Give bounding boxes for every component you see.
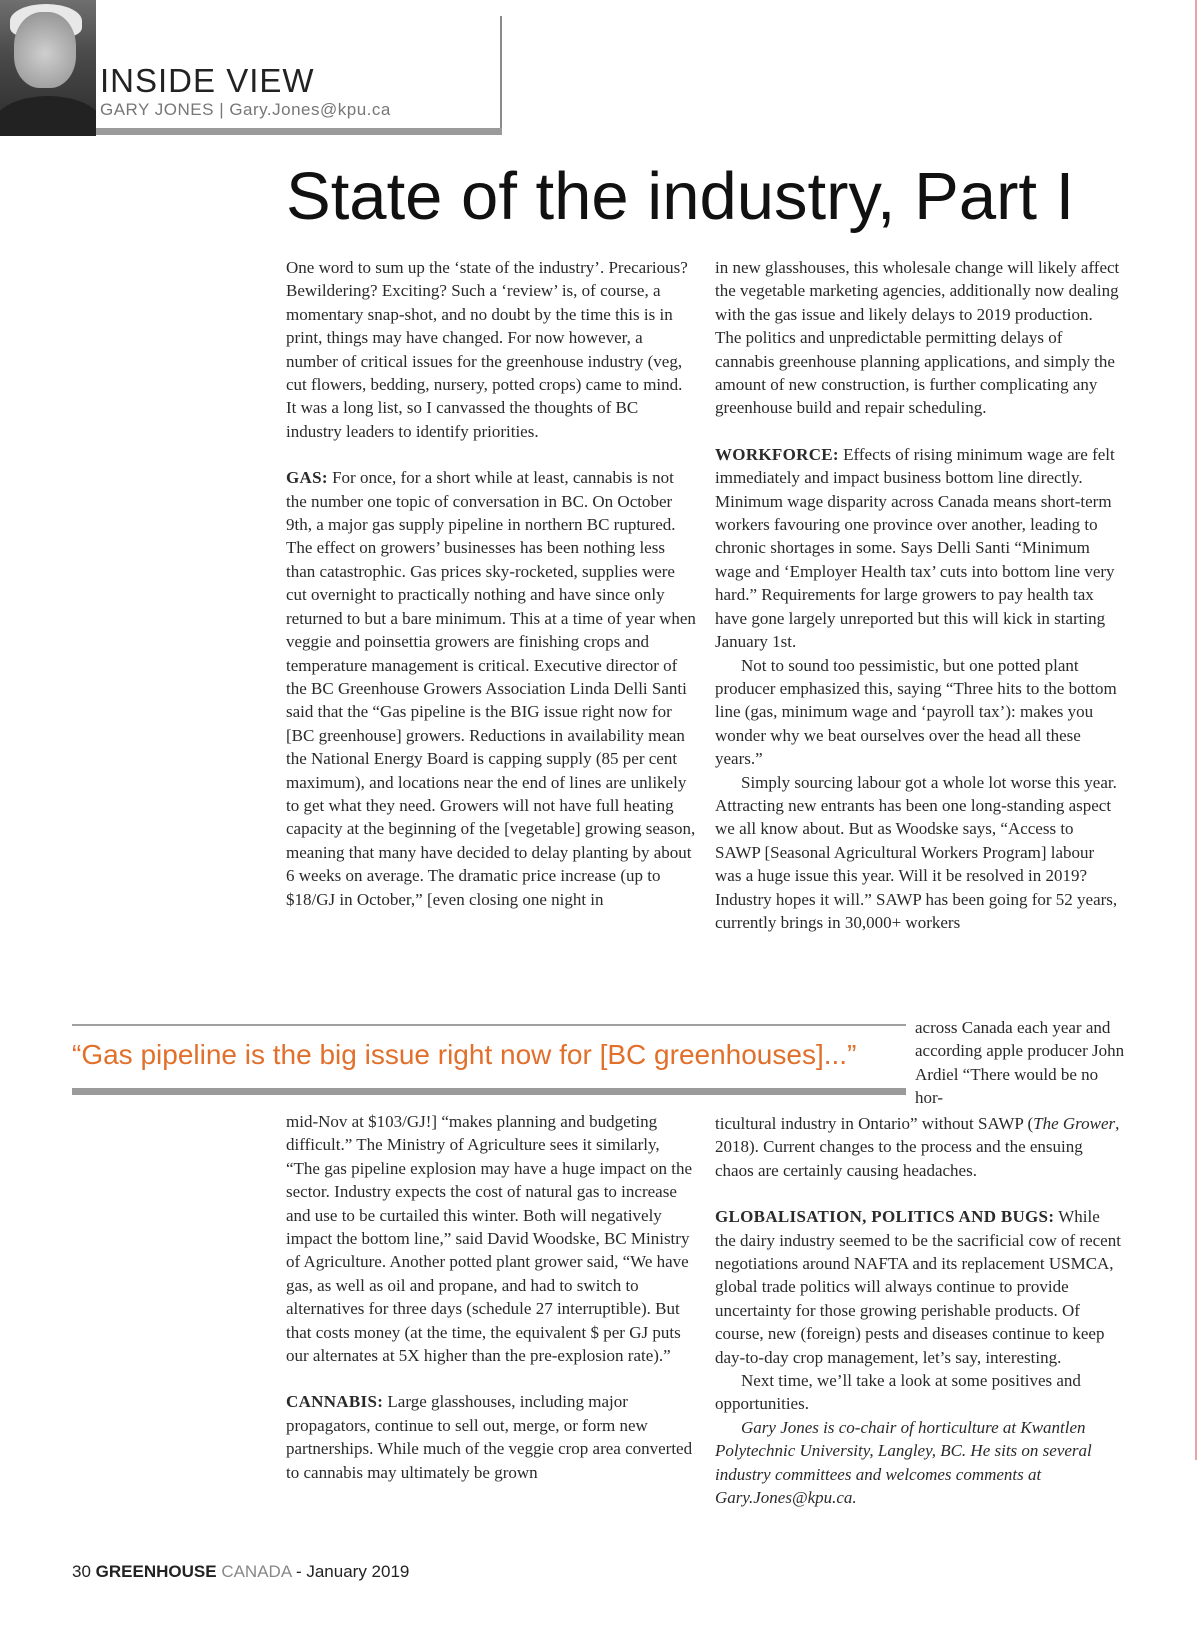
sawp-paragraph [715,1112,1121,1182]
cannabis-text: Large glasshouses, including major propagators, continue to sell out, merge, or form new partnerships. While much of the veggie crop area converted to cannabis may ultimately be grown [286,1392,693,1482]
cannabis-paragraph [286,1390,696,1484]
publication-title: The Grower [1033,1114,1116,1133]
page-edge-rule [1195,0,1197,1460]
column-header [0,0,505,136]
author-bio-text: Gary Jones is co-chair of horticulture at Kwantlen Polytechnic University, Langley, BC. He sits on several industry committees and welcomes comments at Gary.Jones@kpu.ca. [715,1417,1092,1508]
cannabis-heading: CANNABIS: [286,1392,384,1412]
magazine-brand-bold: GREENHOUSE [95,1562,217,1581]
workforce-text: Effects of rising minimum wage are felt immediately and impact business bottom line directly. Minimum wage disparity across Canada means short-term workers favouring one province over another, leading to chronic shortages in some. Says Delli Santi “Minimum wage and ‘Employer Health tax’ cuts into bottom line very hard.” Requirements for large growers to pay health tax have gone largely unreported but this will kick in starting January 1st. [715,444,1115,652]
workforce-heading: WORKFORCE: [715,444,839,464]
labour-paragraph: Simply sourcing labour got a whole lot worse this year. Attracting new entrants has been one long-standing aspect we all know about. But as Woodske says, “Access to SAWP [Seasonal Agricultural Workers Program] labour was a huge issue this year. Will it be resolved in 2019? Industry hopes it will.” SAWP has been going for 52 years, currently brings in 30,000+ workers [715,772,1118,932]
gas-paragraph [286,466,696,911]
issue-date: - January 2019 [295,1562,410,1581]
pull-quote: “Gas pipeline is the big issue right now for [BC greenhouses]...” [72,1039,857,1070]
sawp-text: ticultural industry in Ontario” without SAWP ( [715,1114,1034,1133]
author-photo [0,0,96,136]
globalisation-heading: GLOBALISATION, POLITICS AND BUGS: [715,1207,1055,1227]
pull-quote-bottom-rule [72,1088,906,1095]
pessimism-paragraph: Not to sound too pessimistic, but one potted plant producer emphasized this, saying “Three hits to the bottom line (gas, minimum wage and ‘payroll tax’): makes you wonder why we beat ourselves over the head all these years.” [715,655,1117,769]
pull-quote-top-rule [72,1024,906,1026]
author-bio [715,1416,1121,1510]
globalisation-paragraph [715,1205,1121,1369]
workforce-paragraph [715,443,1121,654]
author-photo-face [14,12,76,88]
sawp-text-end: , 2018). Current changes to the process and the ensuing chaos are certainly causing headaches. [715,1114,1120,1180]
globalisation-text: While the dairy industry seemed to be the sacrificial cow of recent negotiations around NAFTA and its replacement USMCA, global trade politics will always continue to provide uncertainty for those growing perishable products. Of course, new (foreign) pests and diseases continue to keep day-to-day crop management, let’s say, interesting. [715,1207,1121,1367]
column-right-top [715,256,1121,934]
column-right-wrap [915,1016,1125,1110]
cannabis-continued-paragraph: in new glasshouses, this wholesale change will likely affect the vegetable marketing agencies, additionally now dealing with the gas issue and likely delays to 2019 production. The politics and unpredictable permitting delays of cannabis greenhouse planning applications, and simply the amount of new construction, is further complicating any greenhouse build and repair scheduling. [715,258,1120,418]
header-divider [500,16,502,128]
page-number: 30 [72,1562,91,1581]
magazine-brand-light: CANADA [221,1562,292,1581]
header-underline [96,128,502,135]
author-byline: GARY JONES | Gary.Jones@kpu.ca [100,100,391,119]
labour-wrap-text: across Canada each year and according apple producer John Ardiel “There would be no hor- [915,1018,1125,1108]
intro-paragraph: One word to sum up the ‘state of the industry’. Precarious? Bewildering? Exciting? Such a ‘review’ is, of course, a momentary snap-shot, and no doubt by the time this is in print, things may have changed. For now however, a number of critical issues for the greenhouse industry (veg, cut flowers, bedding, nursery, potted crops) came to mind. It was a long list, so I canvassed the thoughts of BC industry leaders to identify priorities. [286,258,688,441]
column-left-bottom [286,1110,696,1484]
column-name: INSIDE VIEW [100,62,315,99]
article-title: State of the industry, Part I [286,159,1075,234]
gas-text: For once, for a short while at least, cannabis is not the number one topic of conversation in BC. On October 9th, a major gas supply pipeline in northern BC ruptured. The effect on growers’ businesses has been nothing less than catastrophic. Gas prices sky-rocketed, supplies were cut overnight to practically nothing and have since only returned to but a bare minimum. This at a time of year when veggie and poinsettia growers are finishing crops and temperature management is critical. Executive director of the BC Greenhouse Growers Association Linda Delli Santi said that the “Gas pipeline is the BIG issue right now for [BC greenhouse] growers. Reductions in availability mean the National Energy Board is capping supply (85 per cent maximum), and locations near the end of lines are unlikely to get what they need. Growers will not have full heating capacity at the beginning of the [vegetable] growing season, meaning that many have decided to delay planting by about 6 weeks on average. The dramatic price increase (up to $18/GJ in October,” [even closing one night in [286,468,696,909]
next-time-paragraph: Next time, we’ll take a look at some positives and opportunities. [715,1371,1081,1414]
gas-heading: GAS: [286,468,328,488]
column-right-bottom [715,1112,1121,1510]
gas-continued-paragraph: mid-Nov at $103/GJ!] “makes planning and budgeting difficult.” The Ministry of Agriculture sees it similarly, “The gas pipeline explosion may have a huge impact on the sector. Industry expects the cost of natural gas to increase and use to be curtailed this winter. Both will negatively impact the bottom line,” said David Woodske, BC Ministry of Agriculture. Another potted plant grower said, “We have gas, as well as oil and propane, and had to switch to alternatives for three days (schedule 27 interruptible). But that costs money (at the time, the equivalent $ per GJ puts our alternates at 5X higher than the pre-explosion rate).” [286,1112,692,1366]
page-footer [72,1563,409,1580]
column-left-top [286,256,696,911]
author-photo-shoulders [0,96,96,136]
